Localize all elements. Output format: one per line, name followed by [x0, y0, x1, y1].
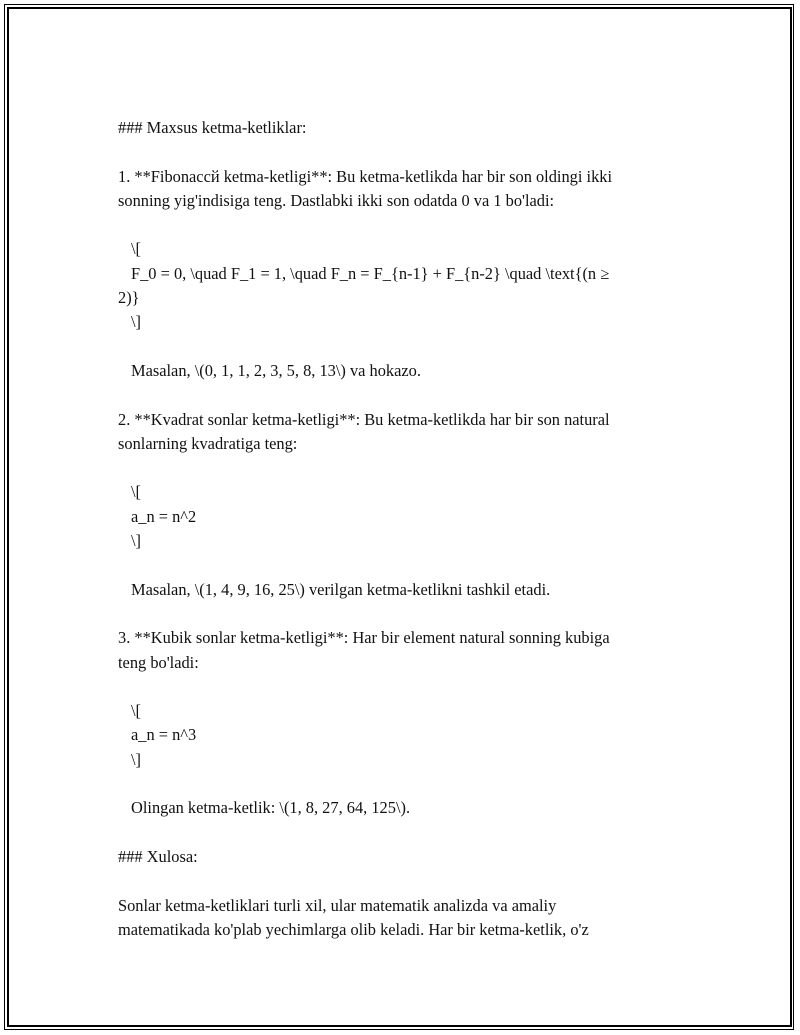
- blank-line: [118, 140, 678, 164]
- formula-fibonacci-cont: 2)}: [118, 288, 140, 308]
- blank-line: [118, 821, 678, 845]
- conclusion-line-1: Sonlar ketma-ketliklari turli xil, ular matematik analizda va amaliy: [118, 895, 557, 915]
- heading-maxsus: ### Maxsus ketma-ketliklar:: [118, 118, 307, 137]
- item-2-line-2: sonlarning kvadratiga teng:: [118, 433, 298, 453]
- formula-close: \]: [131, 531, 142, 551]
- example-cube: Olingan ketma-ketlik: \(1, 8, 27, 64, 125\).: [131, 798, 411, 818]
- formula-close: \]: [131, 749, 142, 769]
- item-1-line-2: sonning yig'indisiga teng. Dastlabki ikki son odatda 0 va 1 bo'ladi:: [118, 190, 555, 210]
- item-2-line-1: 2. **Kvadrat sonlar ketma-ketligi**: Bu ketma-ketlikda har bir son natural: [118, 409, 610, 429]
- formula-open: \[: [131, 482, 142, 502]
- document-body: [118, 116, 678, 942]
- formula-open: \[: [131, 239, 142, 259]
- blank-line: [118, 602, 678, 626]
- item-3-line-1: 3. **Kubik sonlar ketma-ketligi**: Har bir element natural sonning kubiga: [118, 628, 610, 648]
- formula-close: \]: [131, 312, 142, 332]
- conclusion-line-2: matematikada ko'plab yechimlarga olib keladi. Har bir ketma-ketlik, o'z: [118, 919, 589, 939]
- blank-line: [118, 675, 678, 699]
- example-square: Masalan, \(1, 4, 9, 16, 25\) verilgan ketma-ketlikni tashkil etadi.: [131, 579, 551, 599]
- formula-open: \[: [131, 701, 142, 721]
- example-fibonacci: Masalan, \(0, 1, 1, 2, 3, 5, 8, 13\) va hokazo.: [131, 360, 421, 380]
- blank-line: [118, 553, 678, 577]
- blank-line: [118, 869, 678, 893]
- blank-line: [118, 383, 678, 407]
- item-3-line-2: teng bo'ladi:: [118, 652, 199, 672]
- formula-cube: a_n = n^3: [131, 725, 197, 745]
- formula-square: a_n = n^2: [131, 506, 197, 526]
- blank-line: [118, 772, 678, 796]
- blank-line: [118, 335, 678, 359]
- heading-xulosa: ### Xulosa:: [118, 846, 198, 866]
- blank-line: [118, 456, 678, 480]
- formula-fibonacci: F_0 = 0, \quad F_1 = 1, \quad F_n = F_{n-1} + F_{n-2} \quad \text{(n ≥: [131, 263, 610, 283]
- item-1-line-1: 1. **Fibonacсй ketma-ketligi**: Bu ketma-ketlikda har bir son oldingi ikki: [118, 166, 613, 186]
- blank-line: [118, 213, 678, 237]
